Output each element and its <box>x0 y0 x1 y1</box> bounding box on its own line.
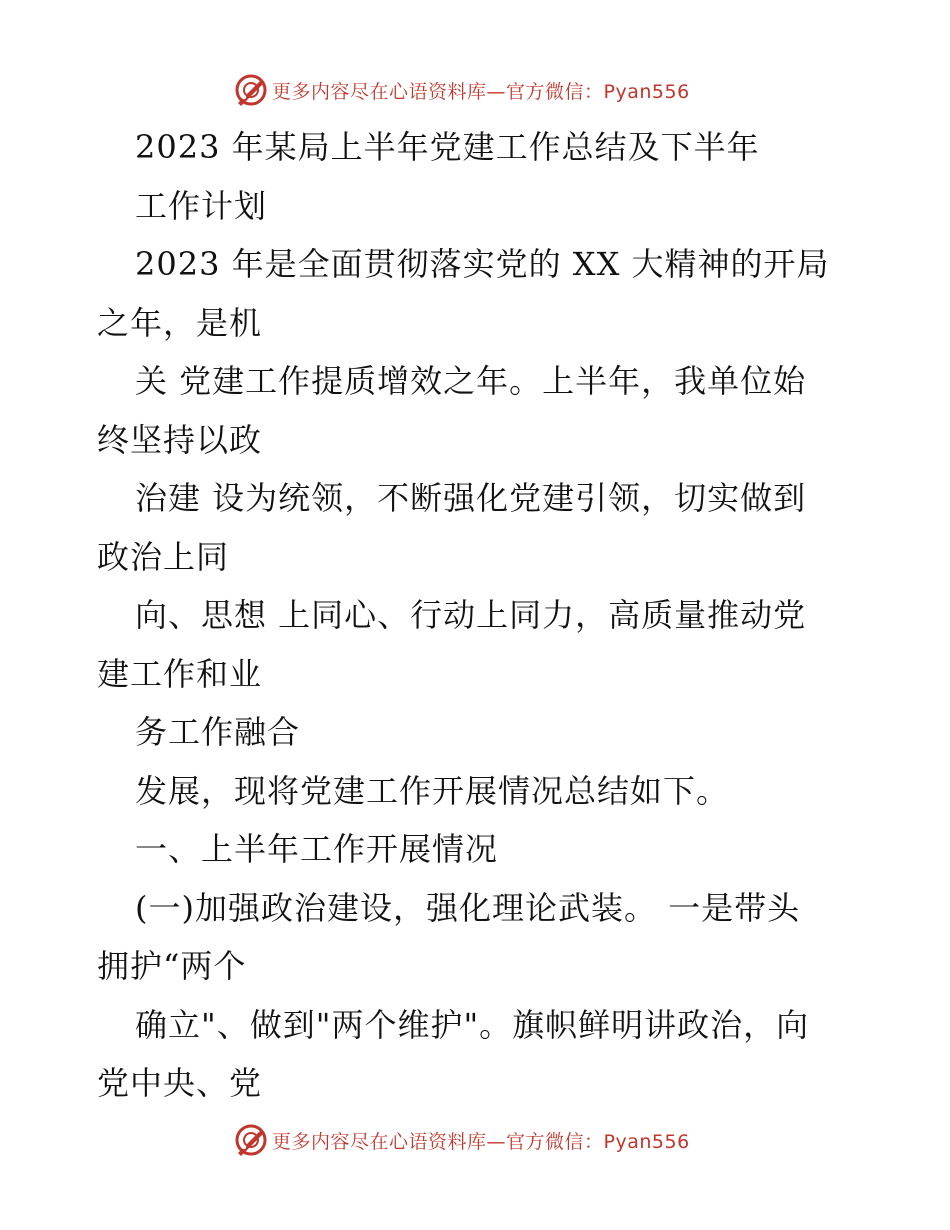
watermark-text: 更多内容尽在心语资料库—官方微信：Pyan556 <box>272 1130 690 1153</box>
document-body <box>97 118 857 1113</box>
text-line: 工作计划 <box>135 186 268 225</box>
text-line: 政治上同 <box>97 537 230 576</box>
watermark-footer <box>234 1122 690 1158</box>
text-line: 一、上半年工作开展情况 <box>135 830 499 868</box>
text-line: (一)加强政治建设，强化理论武装。 一是带头 <box>135 888 801 927</box>
text-line: 2023 年是全面贯彻落实党的 XX 大精神的开局 <box>135 245 830 283</box>
text-line: 建工作和业 <box>97 654 263 693</box>
pen-logo-icon <box>234 1123 268 1157</box>
text-line: 关 党建工作提质增效之年。上半年，我单位始 <box>135 362 807 400</box>
watermark-text: 更多内容尽在心语资料库—官方微信：Pyan556 <box>272 80 690 103</box>
text-line: 党中央、党 <box>97 1064 263 1102</box>
text-line: 之年，是机 <box>97 303 263 342</box>
text-line: 终坚持以政 <box>97 420 263 459</box>
text-line: 确立"、做到"两个维护"。旗帜鲜明讲政治，向 <box>135 1005 810 1044</box>
watermark-header <box>234 72 690 108</box>
text-line: 拥护“两个 <box>97 947 247 985</box>
text-line: 发展，现将党建工作开展情况总结如下。 <box>135 771 730 810</box>
text-line: 务工作融合 <box>135 713 301 751</box>
text-line: 向、思想 上同心、行动上同力，高质量推动党 <box>135 596 807 634</box>
text-line: 2023 年某局上半年党建工作总结及下半年 <box>135 128 760 166</box>
text-line: 治建 设为统领，不断强化党建引领，切实做到 <box>135 479 807 517</box>
pen-logo-icon <box>234 73 268 107</box>
